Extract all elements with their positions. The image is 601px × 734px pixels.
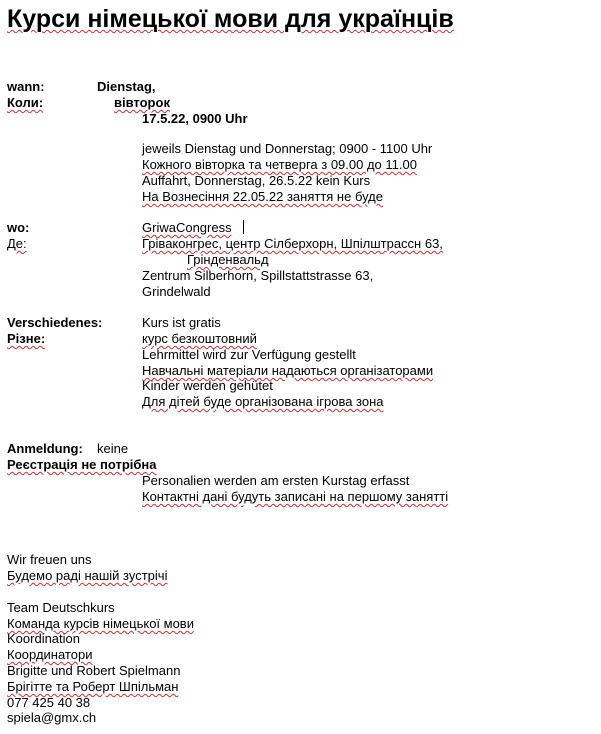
registration-label-uk: Реєстрація не потрібна [7,457,157,472]
where-label-uk: Де: [7,236,27,251]
when-line: jeweils Dienstag und Donnerstag; 0900 - 1100 Uhr [142,141,433,156]
when-label-de: wann: [7,79,45,94]
when-line: На Вознесіння 22.05.22 заняття не буде [142,189,384,204]
closing-line: Wir freuen uns [7,552,92,567]
where-line: GriwaCongress [142,220,232,235]
misc-label-de: Verschiedenes: [7,315,103,330]
registration-line: Контактні дані будуть записані на першому занятті [142,489,449,504]
where-line: Zentrum Silberhorn, Spillstattstrasse 63, [142,268,374,283]
where-label-de: wo: [7,220,30,235]
registration-line: Personalien werden am ersten Kurstag erfasst [142,473,410,488]
misc-line: Lehrmittel wird zur Verfügung gestellt [142,347,356,362]
when-line: Кожного вівторка та четверга з 09.00 до 11.00 [142,157,417,172]
registration-value-de: keine [97,441,129,456]
when-label-uk: Коли: [7,95,44,110]
team-phone: 077 425 40 38 [7,695,91,710]
when-day-uk: вівторок [114,95,170,110]
misc-line: Kinder werden gehütet [142,378,273,393]
where-line: Грінденвальд [187,252,269,267]
closing-line: Будемо раді нашій зустрічі [7,568,168,583]
document-title: Курси німецької мови для українців [7,5,454,33]
team-line: Koordination [7,631,80,646]
team-line: Команда курсів німецької мови [7,616,194,631]
when-line: Auffahrt, Donnerstag, 26.5.22 kein Kurs [142,173,371,188]
when-date: 17.5.22, 0900 Uhr [142,111,248,126]
team-line: Team Deutschkurs [7,600,115,615]
misc-line: Kurs ist gratis [142,315,221,330]
team-email: spiela@gmx.ch [7,710,97,725]
team-line: Брігітте та Роберт Шпільман [7,679,179,694]
text-cursor [243,220,244,234]
where-line: Grindelwald [142,284,211,299]
when-day-de: Dienstag, [97,79,156,94]
misc-line: курс безкоштовний [142,331,257,346]
team-line: Координатори [7,647,93,662]
misc-label-uk: Різне: [7,331,46,346]
team-line: Brigitte und Robert Spielmann [7,663,181,678]
registration-label-de: Anmeldung: [7,441,83,456]
misc-line: Навчальні матеріали надаються організаторами [142,363,434,378]
misc-line: Для дітей буде організована ігрова зона [142,394,384,409]
where-line: Гріваконгрес, центр Сілберхорн, Шпілштрассн 63, [142,236,443,251]
